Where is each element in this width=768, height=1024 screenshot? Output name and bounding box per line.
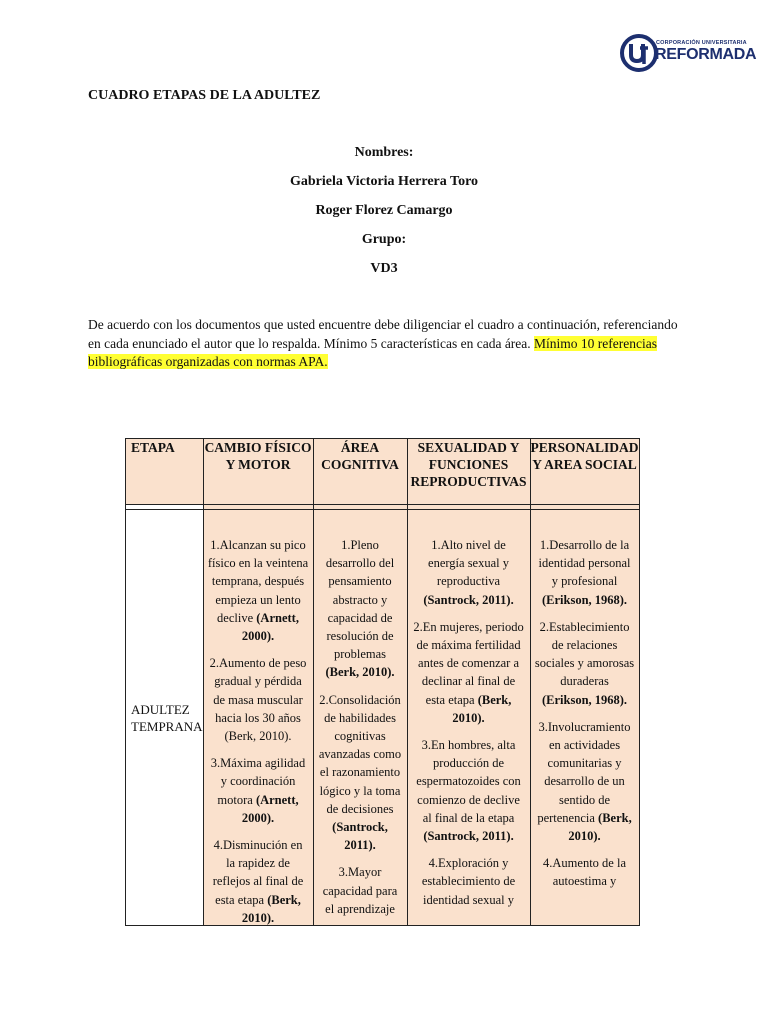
list-item [318,691,403,855]
item-text: 4.Disminución en la rapidez de reflejos al final de esta etapa [212,838,304,907]
list-item [412,854,526,909]
header-sexualidad: SEXUALIDAD Y FUNCIONES REPRODUCTIVAS [407,439,530,505]
item-text: 1.Alto nivel de energía sexual y reproductiva [428,538,510,589]
list-item [535,718,635,845]
logo-small-text: CORPORACIÓN UNIVERSITARIA [656,40,747,46]
cell-sexualidad [407,510,530,926]
header-etapa: ETAPA [126,439,204,505]
university-logo [620,34,757,74]
list-item [208,754,309,827]
author-name-1: Gabriela Victoria Herrera Toro [289,174,479,189]
list-fisico [204,510,313,925]
item-text: 1.Desarrollo de la identidad personal y profesional [538,538,631,589]
list-sexualidad [408,510,530,925]
item-text: 4.Exploración y establecimiento de identidad sexual y [421,856,516,907]
item-text: 4.Aumento de la autoestima y [543,856,626,889]
list-item [535,618,635,709]
item-text: 2.En mujeres, periodo de máxima fertilidad antes de comenzar a declinar al final de esta etapa [413,619,524,707]
list-item [412,618,526,727]
list-item [208,654,309,745]
item-reference: (Berk, 2010). [325,665,395,680]
group-value: VD3 [370,261,398,276]
authors-block [0,143,768,288]
stage-label: ADULTEZ TEMPRANA [126,510,204,926]
logo-big-text: REFORMADA [655,46,757,63]
table-header-row [126,439,640,505]
item-reference: (Arnett, 2000). [241,792,299,825]
item-reference: (Santrock, 2011). [332,820,388,853]
list-item [412,536,526,609]
list-item [318,863,403,918]
item-text: 3.Mayor capacidad para el aprendizaje [322,865,398,916]
list-personalidad [531,510,639,925]
document-title: CUADRO ETAPAS DE LA ADULTEZ [88,88,321,103]
item-text: 1.Pleno desarrollo del pensamiento abstracto y capacidad de resolución de problemas [325,538,395,662]
instructions-highlight: Mínimo 10 referencias bibliográficas organizadas con normas APA. [88,335,658,369]
header-fisico: CAMBIO FÍSICO Y MOTOR [203,439,313,505]
list-item [208,836,309,925]
list-item [208,536,309,645]
author-name-2: Roger Florez Camargo [315,203,453,218]
instructions-paragraph [88,316,688,372]
names-label: Nombres: [354,145,414,160]
list-item [318,536,403,682]
item-reference: (Arnett, 2000). [241,610,299,644]
item-reference: (Berk, 2010). [452,692,512,725]
table-row [126,510,640,926]
item-reference: (Berk, 2010). [568,810,632,844]
cell-cognitiva [313,510,407,926]
item-text: 3.Máxima agilidad y coordinación motora [210,756,306,807]
item-reference: (Santrock, 2011). [423,592,514,607]
header-cognitiva: ÁREA COGNITIVA [313,439,407,505]
item-reference: (Santrock, 2011). [423,829,514,844]
list-item [535,854,635,890]
stages-table [125,438,640,926]
item-text: 3.Involucramiento en actividades comunitarias y desarrollo de un sentido de pertenencia [537,719,631,825]
list-cognitiva [314,510,407,925]
group-label: Grupo: [361,232,407,247]
item-reference: (Berk, 2010). [241,892,301,925]
list-item [412,736,526,845]
item-text: 2.Consolidación de habilidades cognitivas avanzadas como el razonamiento lógico y la toma de decisiones [318,692,402,816]
item-text: 3.En hombres, alta producción de espermatozoides con comienzo de declive al final de la etapa [416,738,521,825]
item-reference: (Erikson, 1968). [541,692,628,707]
item-text: 1.Alcanzan su pico físico en la veintena temprana, después empieza un lento declive [207,538,309,625]
cell-fisico [203,510,313,926]
item-text: 2.Establecimiento de relaciones sociales y amorosas duraderas [534,619,635,689]
cell-personalidad [530,510,639,926]
header-personalidad: PERSONALIDAD Y AREA SOCIAL [530,439,639,505]
ur-logo-icon [620,34,658,72]
item-text: 2.Aumento de peso gradual y pérdida de masa muscular hacia los 30 años (Berk, 2010). [209,656,307,744]
instructions-text: De acuerdo con los documentos que usted encuentre debe diligenciar el cuadro a continuación, referenciando en cada enunciado el autor que lo respalda. Mínimo 5 características en cada área. [88,317,678,351]
list-item [535,536,635,609]
item-reference: (Erikson, 1968). [541,592,628,607]
